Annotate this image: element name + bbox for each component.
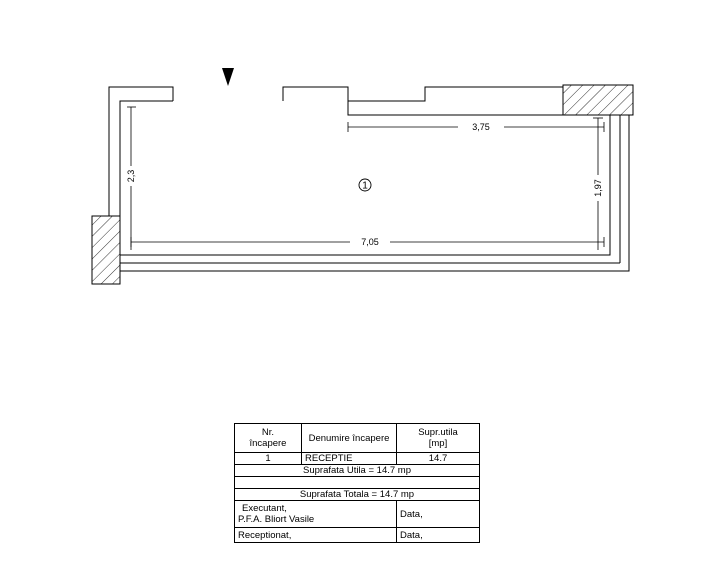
blank-row [235, 477, 480, 489]
total-row [235, 489, 480, 501]
header-name: Denumire încapere [302, 424, 397, 453]
received-label: Receptionat, [235, 528, 397, 543]
executor-cell: Executant, P.F.A. Bliort Vasile [235, 501, 397, 528]
usable-total: Suprafata Utila = 14.7 mp [235, 465, 480, 477]
received-row [235, 528, 480, 543]
dim-top-span: 3,75 [472, 122, 490, 132]
row-name: RECEPTIE [302, 453, 397, 465]
table-header-row [235, 424, 480, 453]
row-area: 14.7 [397, 453, 480, 465]
executor-row [235, 501, 480, 528]
header-nr: Nr. încapere [235, 424, 302, 453]
usable-total-row [235, 465, 480, 477]
room-schedule-table [234, 423, 480, 543]
date-label-2: Data, [397, 528, 480, 543]
row-nr: 1 [235, 453, 302, 465]
dim-left-height: 2,3 [126, 169, 136, 183]
column-left [92, 216, 120, 284]
column-top-right [563, 85, 633, 115]
total-area: Suprafata Totala = 14.7 mp [235, 489, 480, 501]
dim-right-height: 1,97 [593, 179, 603, 197]
dim-bottom-span: 7,05 [361, 237, 379, 247]
header-area: Supr.utila [mp] [397, 424, 480, 453]
table-row [235, 453, 480, 465]
entrance-arrow-icon [222, 68, 234, 86]
dimension-lines [127, 107, 604, 250]
date-label-1: Data, [397, 501, 480, 528]
room-number: 1 [362, 180, 368, 192]
